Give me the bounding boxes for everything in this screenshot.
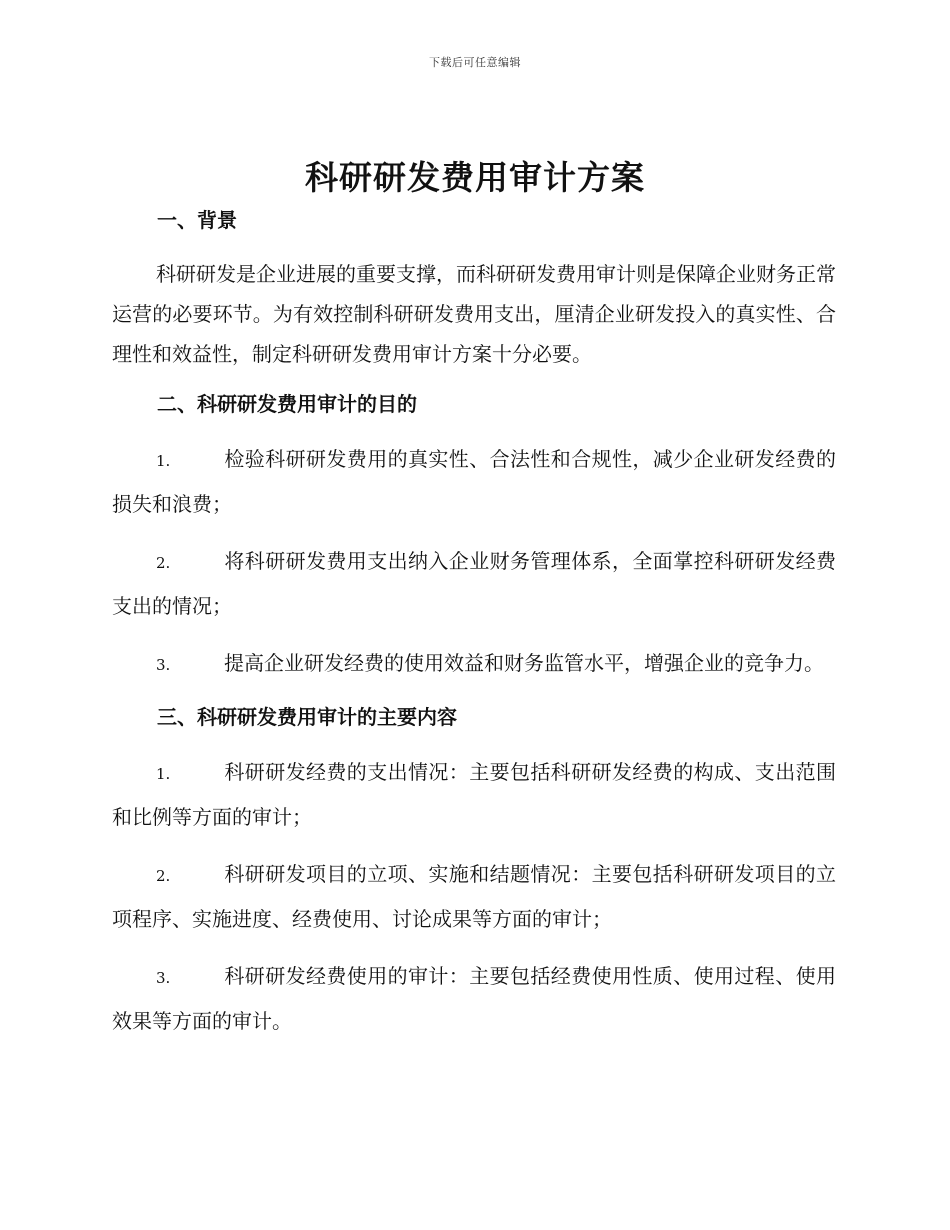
list-item: [112, 438, 836, 526]
list-text: 科研研发项目的立项、实施和结题情况：主要包括科研研发项目的立项程序、实施进度、经费使用、讨论成果等方面的审计；: [112, 862, 836, 931]
list-text: 科研研发经费使用的审计：主要包括经费使用性质、使用过程、使用效果等方面的审计。: [112, 964, 836, 1033]
list-item: [112, 751, 836, 839]
section-main-content: [112, 697, 836, 1043]
section-background: [112, 200, 836, 374]
list-text: 科研研发经费的支出情况：主要包括科研研发经费的构成、支出范围和比例等方面的审计；: [112, 760, 836, 829]
list-item: [112, 853, 836, 941]
list-number: 1.: [156, 452, 171, 470]
list-item: [112, 642, 836, 687]
list-number: 3.: [156, 969, 171, 987]
section-heading: 三、科研研发费用审计的主要内容: [157, 705, 457, 729]
list-text: 将科研研发费用支出纳入企业财务管理体系，全面掌控科研研发经费支出的情况；: [112, 549, 836, 618]
list-item: [112, 540, 836, 628]
list-text: 提高企业研发经费的使用效益和财务监管水平，增强企业的竞争力。: [224, 651, 824, 675]
list-number: 3.: [156, 656, 171, 674]
list-number: 2.: [156, 554, 171, 572]
document-body: [112, 200, 836, 1043]
section-paragraph: 科研研发是企业进展的重要支撑，而科研研发费用审计则是保障企业财务正常运营的必要环节。为有效控制科研研发费用支出，厘清企业研发投入的真实性、合理性和效益性，制定科研研发费用审计方案十分必要。: [112, 262, 836, 366]
section-heading: 二、科研研发费用审计的目的: [157, 392, 417, 416]
document-title: 科研研发费用审计方案: [305, 158, 645, 197]
section-heading: 一、背景: [157, 208, 237, 232]
list-text: 检验科研研发费用的真实性、合法性和合规性，减少企业研发经费的损失和浪费；: [112, 447, 836, 516]
section-purpose: [112, 384, 836, 687]
list-number: 2.: [156, 867, 171, 885]
list-item: [112, 955, 836, 1043]
list-number: 1.: [156, 765, 171, 783]
page-header-note: 下载后可任意编辑: [429, 56, 521, 69]
